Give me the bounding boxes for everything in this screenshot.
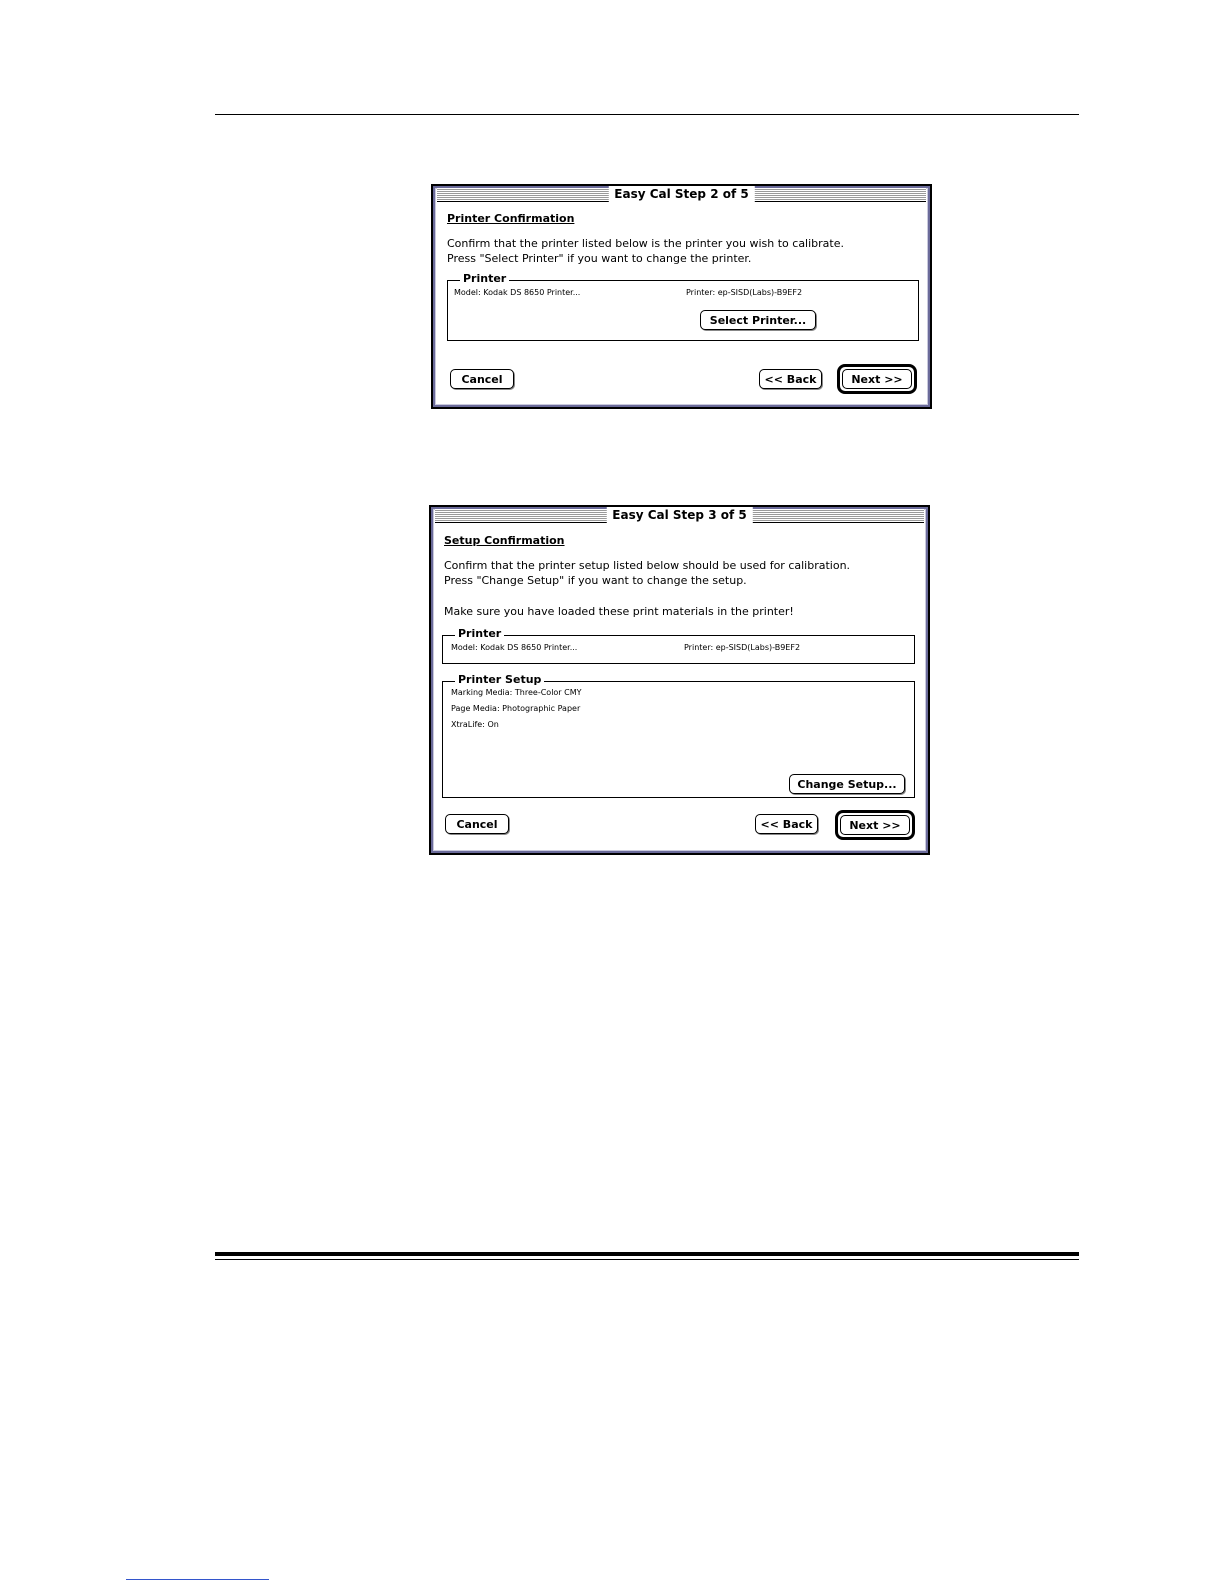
marking-media: Marking Media: Three-Color CMY [451,688,582,697]
change-setup-button[interactable]: Change Setup... [789,774,905,794]
page-footer-rule-thin [215,1259,1079,1260]
printer-group [447,272,919,341]
next-button[interactable]: Next >> [842,369,912,389]
back-button[interactable]: << Back [755,814,818,834]
printer-group [442,627,915,664]
title-bar[interactable] [437,188,926,202]
window-title: Easy Cal Step 3 of 5 [606,507,752,523]
printer-setup-group-label: Printer Setup [455,673,544,687]
page-footer-rule-thick [215,1252,1079,1256]
page-media: Page Media: Photographic Paper [451,704,581,713]
printer-group-label: Printer [455,627,504,641]
select-printer-button[interactable]: Select Printer... [700,310,816,330]
printer-group-label: Printer [460,272,509,286]
warning-text: Make sure you have loaded these print materials in the printer! [444,605,794,618]
instruction-line-2: Press "Select Printer" if you want to change the printer. [447,252,752,265]
printer-model: Model: Kodak DS 8650 Printer... [451,643,578,652]
instruction-line-1: Confirm that the printer setup listed below should be used for calibration. [444,559,851,572]
section-heading: Printer Confirmation [447,212,575,225]
next-button-default-ring [837,364,917,394]
next-button[interactable]: Next >> [840,815,910,835]
footer-link-underline [126,1579,269,1580]
instruction-line-2: Press "Change Setup" if you want to change the setup. [444,574,747,587]
page-header-rule [215,114,1079,115]
title-bar[interactable] [435,509,924,523]
printer-name: Printer: ep-SISD(Labs)-B9EF2 [686,288,803,297]
printer-name: Printer: ep-SISD(Labs)-B9EF2 [684,643,801,652]
printer-model: Model: Kodak DS 8650 Printer... [454,288,581,297]
section-heading: Setup Confirmation [444,534,565,547]
next-button-default-ring [835,810,915,840]
back-button[interactable]: << Back [759,369,822,389]
easy-cal-step3-dialog [429,505,930,855]
xtralife: XtraLife: On [451,720,499,729]
instruction-line-1: Confirm that the printer listed below is the printer you wish to calibrate. [447,237,844,250]
printer-setup-group [442,673,915,798]
easy-cal-step2-dialog [431,184,932,409]
cancel-button[interactable]: Cancel [450,369,514,389]
window-title: Easy Cal Step 2 of 5 [608,186,754,202]
cancel-button[interactable]: Cancel [445,814,509,834]
